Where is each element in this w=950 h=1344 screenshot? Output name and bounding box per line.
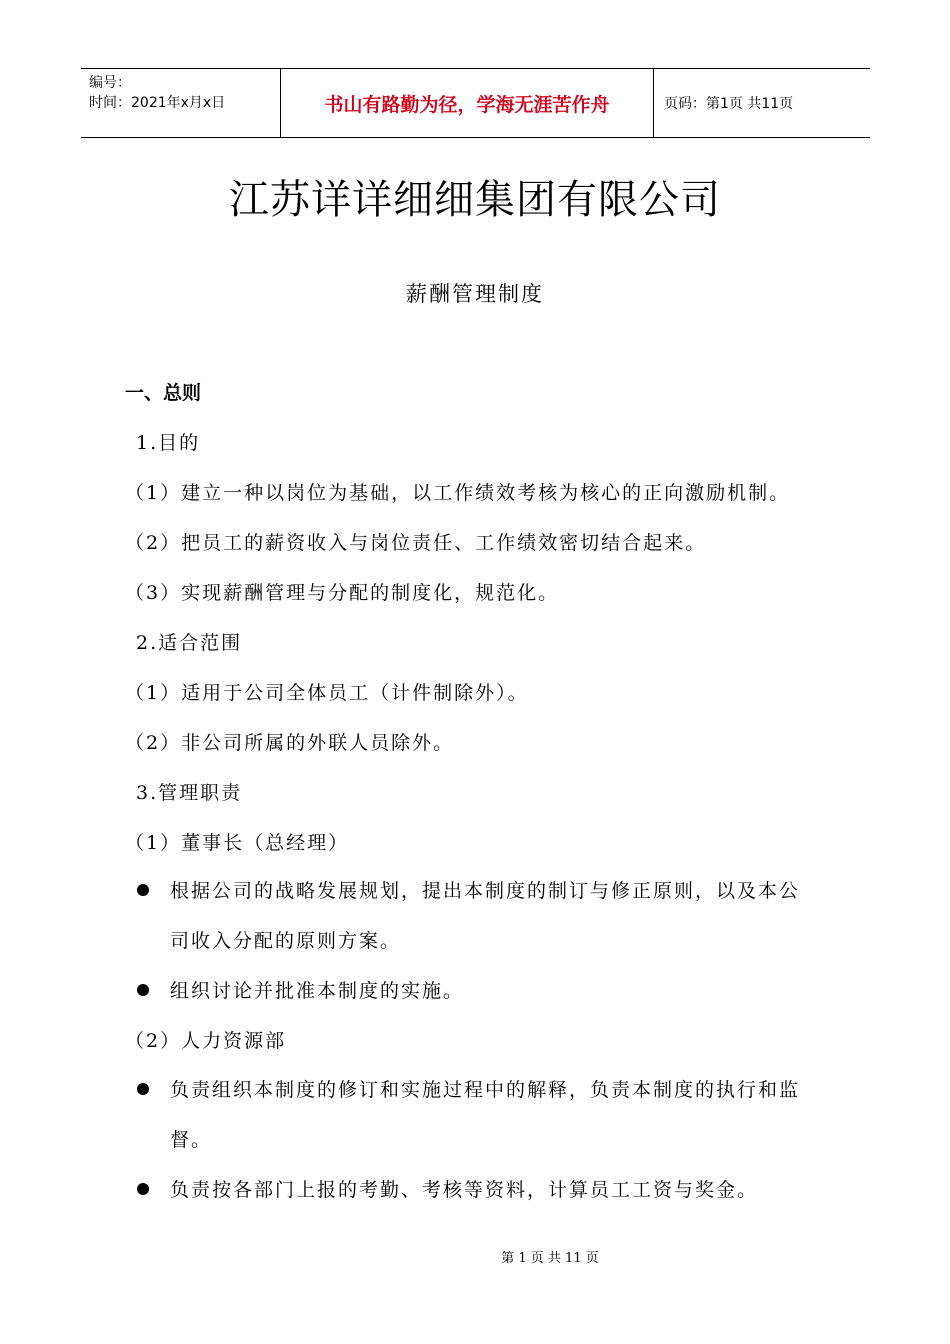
- time-label: 时间：2021年x月x日: [89, 95, 226, 111]
- header-table: [81, 68, 870, 138]
- chairman-bullet-1-line-2: 司收入分配的原则方案。: [170, 930, 402, 952]
- motto: 书山有路勤为径，学海无涯苦作舟: [281, 69, 654, 137]
- chairman-bullet-2: 组织讨论并批准本制度的实施。: [170, 980, 465, 1002]
- bullet-icon: [137, 1183, 149, 1195]
- document-title: 薪酬管理制度: [406, 282, 544, 306]
- section-heading: 一、总则: [125, 382, 202, 404]
- chairman-heading: （1）董事长（总经理）: [125, 832, 350, 854]
- subsection-duties: 3.管理职责: [136, 782, 243, 804]
- number-label: 编号：: [89, 75, 131, 91]
- bullet-icon: [137, 884, 149, 896]
- subsection-purpose: 1.目的: [136, 432, 201, 454]
- subsection-scope: 2.适合范围: [136, 632, 243, 654]
- scope-item-1: （1）适用于公司全体员工（计件制除外）。: [125, 682, 529, 704]
- page-footer: 第 1 页 共 11 页: [501, 1251, 599, 1266]
- chairman-bullet-1-line-1: 根据公司的战略发展规划，提出本制度的制订与修正原则，以及本公: [170, 880, 801, 902]
- company-title: 江苏详详细细集团有限公司: [229, 177, 721, 223]
- purpose-item-3: （3）实现薪酬管理与分配的制度化，规范化。: [125, 582, 560, 604]
- hr-heading: （2）人力资源部: [125, 1030, 287, 1052]
- hr-bullet-1-line-2: 督。: [170, 1129, 213, 1151]
- bullet-icon: [137, 984, 149, 996]
- hr-bullet-1-line-1: 负责组织本制度的修订和实施过程中的解释，负责本制度的执行和监: [170, 1079, 801, 1101]
- page-info: 页码：第1页 共11页: [664, 96, 794, 112]
- purpose-item-2: （2）把员工的薪资收入与岗位责任、工作绩效密切结合起来。: [125, 532, 707, 554]
- scope-item-2: （2）非公司所属的外联人员除外。: [125, 732, 455, 754]
- header-meta: [81, 69, 281, 137]
- hr-bullet-2: 负责按各部门上报的考勤、考核等资料，计算员工工资与奖金。: [170, 1179, 759, 1201]
- purpose-item-1: （1）建立一种以岗位为基础，以工作绩效考核为核心的正向激励机制。: [125, 482, 791, 504]
- bullet-icon: [137, 1083, 149, 1095]
